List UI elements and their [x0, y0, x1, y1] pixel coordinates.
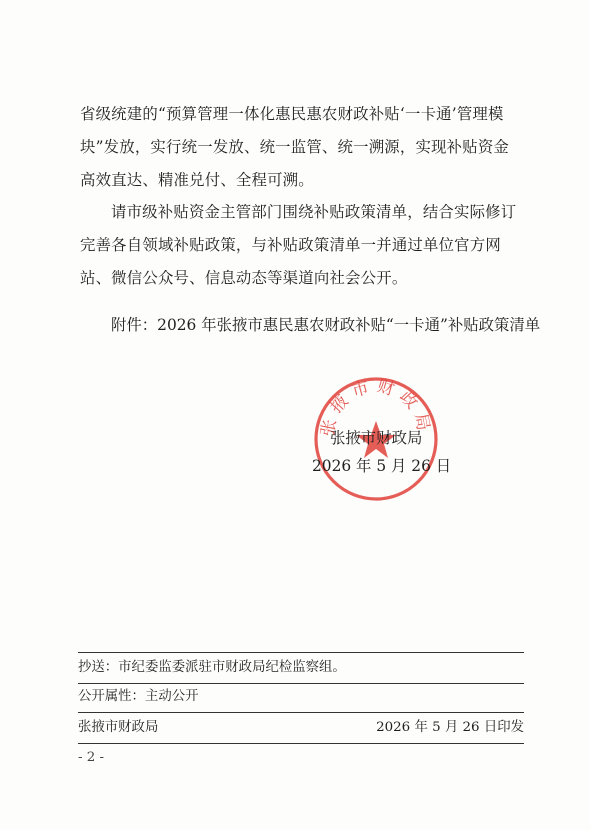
signing-date: 2026 年 5 月 26 日	[312, 457, 452, 475]
footer-cc: 抄送：市纪委监委派驻市财政局纪检监察组。	[78, 660, 346, 675]
footer-rule-top	[78, 652, 524, 653]
footer-disclosure: 公开属性：主动公开	[78, 689, 199, 704]
footer-print-date: 2026 年 5 月 26 日印发	[376, 720, 524, 735]
attachment-line: 附件：2026 年张掖市惠民惠农财政补贴“一卡通”补贴政策清单	[111, 316, 541, 334]
body-paragraph-2: 请市级补贴资金主管部门围绕补贴政策清单，结合实际修订完善各自领域补贴政策，与补贴政策清单一并通过单位官方网站、微信公众号、信息动态等渠道向社会公开。	[80, 203, 517, 287]
footer-issuer: 张掖市财政局	[78, 720, 159, 735]
footer-rule-bottom	[78, 743, 524, 744]
page-number: - 2 -	[78, 750, 105, 765]
signing-authority: 张掖市财政局	[330, 429, 423, 447]
footer-issue-row	[78, 718, 524, 738]
footer-rule	[78, 712, 524, 713]
seal-text: 张掖市财政局	[317, 376, 435, 439]
footer-rule	[78, 683, 524, 684]
body-paragraph-1: 省级统建的“预算管理一体化惠民惠农财政补贴‘一卡通’管理模块”发放，实行统一发放、统一监管、统一溯源，实现补贴资金高效直达、精准兑付、全程可溯。	[80, 105, 510, 189]
